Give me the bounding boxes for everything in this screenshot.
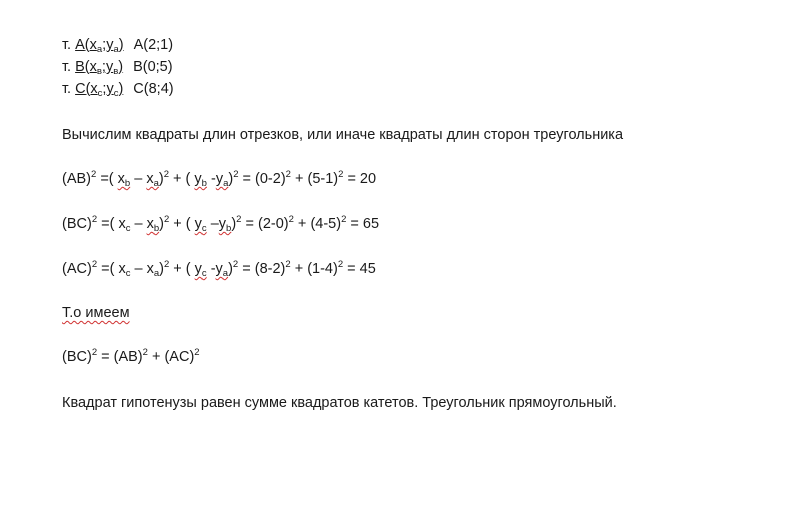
point-c-coords: C(8;4): [133, 81, 174, 97]
point-prefix: т.: [62, 37, 72, 53]
formula-ab: (AB)$^2$ =( $x_b - x_a)^2$ + ( $y_b$ $-y_a)^2 = (0-2)^2 + (5-1)^2 = 20$: [62, 169, 377, 189]
pythagoras-equation: (BC)$^2$ = (AB)$^2$ + (AC)$^2$: [62, 347, 200, 365]
point-b-line: [62, 58, 173, 76]
point-a-notation: $A(x_a;y_a)$: [75, 37, 124, 55]
conclusion-text: Квадрат гипотенузы равен сумме квадратов катетов. Треугольник прямоугольный.: [62, 395, 617, 411]
point-c-notation: $C(x_c;y_c)$: [75, 81, 124, 99]
point-prefix: т.: [62, 81, 72, 97]
point-prefix: т.: [62, 59, 72, 75]
point-b-notation: $B(x_в;y_в)$: [75, 59, 124, 77]
point-c-line: [62, 80, 174, 98]
point-b-coords: B(0;5): [133, 59, 173, 75]
therefore-text: Т.о имеем: [62, 305, 130, 321]
formula-bc: (BC)$^2$ =( $x_c - x_b)^2$ + ( $y_c$ $-y_b)^2 = (2-0)^2 + (4-5)^2 = 65$: [62, 214, 380, 234]
intro-text: Вычислим квадраты длин отрезков, или иначе квадраты длин сторон треугольника: [62, 127, 624, 143]
point-a-line: [62, 36, 173, 54]
formula-ac: (AC)$^2$ =( $x_c - x_a)^2$ + ( $y_c$ $-y_a)^2 = (8-2)^2 + (1-4)^2 = 45$: [62, 259, 376, 279]
point-a-coords: A(2;1): [133, 37, 174, 53]
